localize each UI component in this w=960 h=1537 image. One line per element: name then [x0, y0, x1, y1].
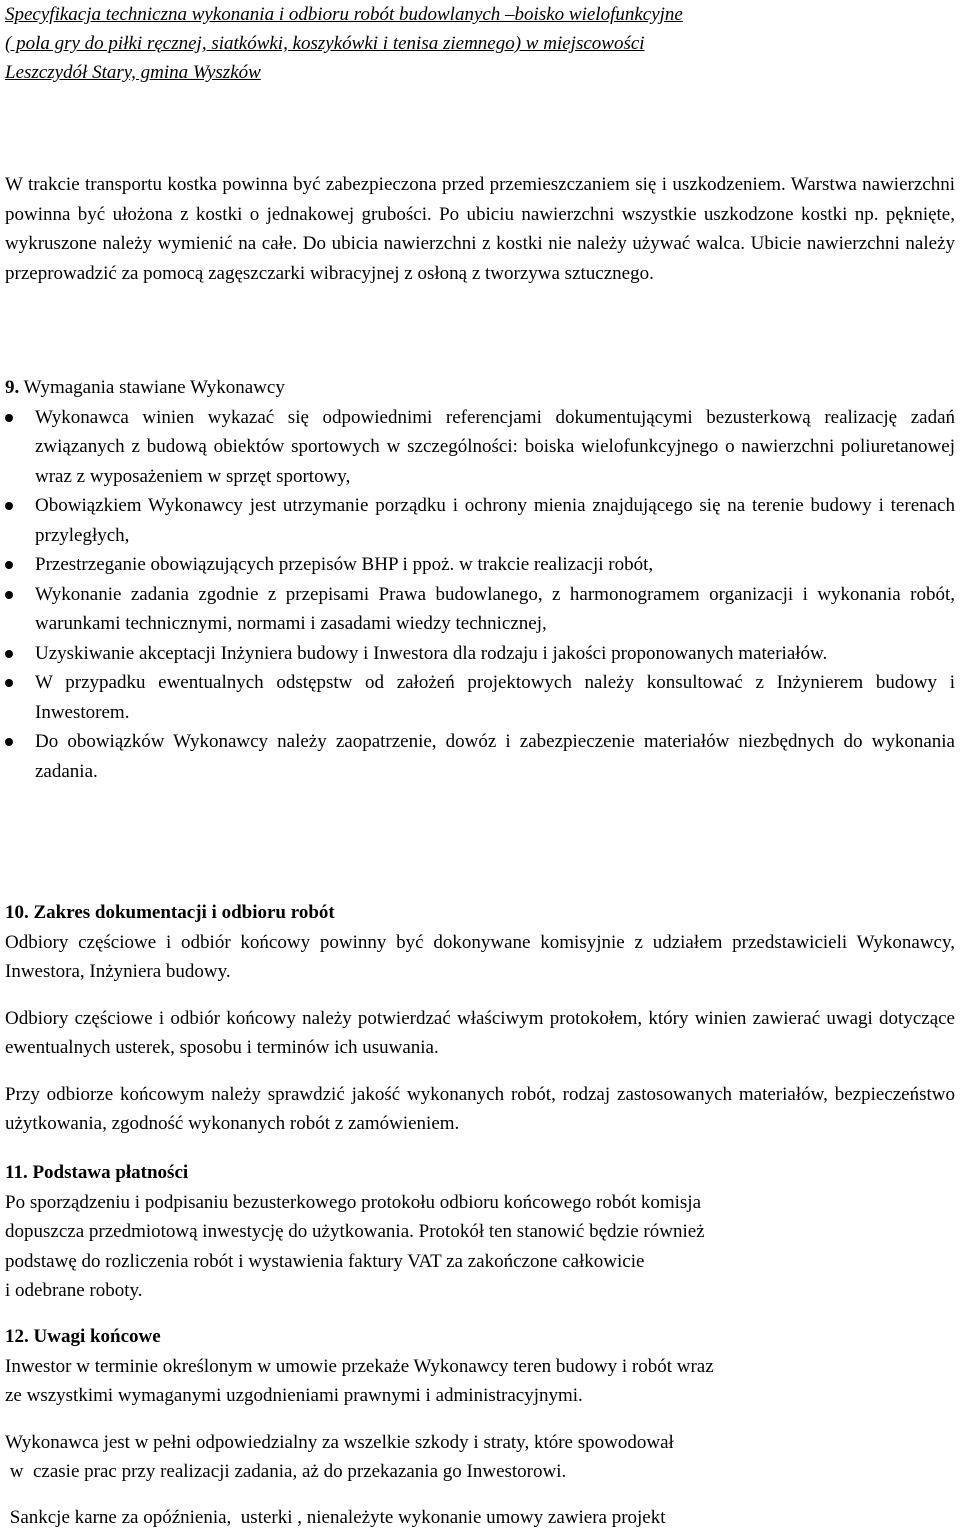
- section-11: [5, 1158, 955, 1306]
- section-9-title: Wymagania stawiane Wykonawcy: [23, 377, 285, 398]
- section-11-number: 11.: [5, 1162, 28, 1183]
- section-10-paragraph-1: Odbiory częściowe i odbiór końcowy powinny być dokonywane komisyjnie z udziałem przedstawicieli Wykonawcy, Inwestora, Inżyniera budowy.: [5, 931, 955, 982]
- requirements-list: [5, 403, 955, 787]
- list-item: Obowiązkiem Wykonawcy jest utrzymanie porządku i ochrony mienia znajdującego się na terenie budowy i terenach przyległych,: [5, 491, 955, 550]
- document-header: [5, 0, 955, 87]
- section-12-para-2-line-1: Wykonawca jest w pełni odpowiedzialny za wszelkie szkody i straty, które spowodował: [5, 1431, 674, 1453]
- section-9-heading: [5, 373, 955, 403]
- section-12-heading: [5, 1322, 955, 1352]
- header-line-1: Specyfikacja techniczna wykonania i odbioru robót budowlanych –boisko wielofunkcyjne: [5, 4, 683, 25]
- list-item: Wykonawca winien wykazać się odpowiednimi referencjami dokumentującymi bezusterkową realizację zadań związanych z budową obiektów sportowych w szczególności: boiska wielofunkcyjnego o nawierzchni poliuretanowej wraz z wyposażeniem w sprzęt sportowy,: [5, 403, 955, 492]
- section-12-number: 12.: [5, 1326, 29, 1347]
- section-10-paragraph-2: Odbiory częściowe i odbiór końcowy należy potwierdzać właściwym protokołem, który winien zawierać uwagi dotyczące ewentualnych usterek, sposobu i terminów ich usuwania.: [5, 1007, 955, 1058]
- section-12-para-2-line-2: w czasie prac przy realizacji zadania, aż do przekazania go Inwestorowi.: [5, 1461, 567, 1482]
- section-10-paragraph-3: Przy odbiorze końcowym należy sprawdzić jakość wykonanych robót, rodzaj zastosowanych materiałów, bezpieczeństwo użytkowania, zgodność wykonanych robót z zamówieniem.: [5, 1083, 955, 1134]
- section-10-number: 10.: [5, 902, 29, 923]
- list-item: Przestrzeganie obowiązujących przepisów BHP i ppoż. w trakcie realizacji robót,: [5, 550, 955, 580]
- list-item: W przypadku ewentualnych odstępstw od założeń projektowych należy konsultować z Inżynierem budowy i Inwestorem.: [5, 668, 955, 727]
- section-12-para-1-line-2: ze wszystkimi wymaganymi uzgodnieniami prawnymi i administracyjnymi.: [5, 1385, 583, 1406]
- header-line-3: Leszczydół Stary, gmina Wyszków: [5, 62, 261, 83]
- intro-paragraph: W trakcie transportu kostka powinna być zabezpieczona przed przemieszczaniem się i uszkodzeniem. Warstwa nawierzchni powinna być ułożona z kostki o jednakowej grubości. Po ubiciu nawierzchni wszystkie uszkodzone kostki np. pęknięte, wykruszone należy wymienić na całe. Do ubicia nawierzchni z kostki nie należy używać walca. Ubicie nawierzchni należy przeprowadzić za pomocą zagęszczarki wibracyjnej z osłoną z tworzywa sztucznego.: [5, 174, 955, 284]
- section-9: [5, 373, 955, 786]
- section-11-title: Podstawa płatności: [32, 1162, 189, 1183]
- section-10-title: Zakres dokumentacji i odbioru robót: [33, 902, 335, 923]
- list-item: Do obowiązków Wykonawcy należy zaopatrzenie, dowóz i zabezpieczenie materiałów niezbędnych do wykonania zadania.: [5, 727, 955, 786]
- header-line-2: ( pola gry do piłki ręcznej, siatkówki, koszykówki i tenisa ziemnego) w miejscowości: [5, 33, 645, 54]
- section-10-heading: [5, 898, 955, 928]
- section-11-heading: [5, 1158, 955, 1188]
- list-item: Uzyskiwanie akceptacji Inżyniera budowy i Inwestora dla rodzaju i jakości proponowanych materiałów.: [5, 639, 955, 669]
- section-12-title: Uwagi końcowe: [33, 1326, 161, 1347]
- section-10: [5, 898, 955, 1139]
- section-12: [5, 1322, 955, 1532]
- section-12-para-3: Sankcje karne za opóźnienia, usterki , nienależyte wykonanie umowy zawiera projekt: [5, 1506, 666, 1528]
- section-11-line-1: Po sporządzeniu i podpisaniu bezusterkowego protokołu odbioru końcowego robót komisja: [5, 1191, 702, 1213]
- section-11-line-3: podstawę do rozliczenia robót i wystawienia faktury VAT za zakończone całkowicie: [5, 1250, 645, 1272]
- section-11-line-2: dopuszcza przedmiotową inwestycję do użytkowania. Protokół ten stanowić będzie również: [5, 1221, 705, 1242]
- section-12-para-1-line-1: Inwestor w terminie określonym w umowie przekaże Wykonawcy teren budowy i robót wraz: [5, 1355, 714, 1377]
- section-11-line-4: i odebrane roboty.: [5, 1280, 143, 1301]
- section-9-number: 9.: [5, 377, 20, 398]
- list-item: Wykonanie zadania zgodnie z przepisami Prawa budowlanego, z harmonogramem organizacji i wykonania robót, warunkami technicznymi, normami i zasadami wiedzy technicznej,: [5, 580, 955, 639]
